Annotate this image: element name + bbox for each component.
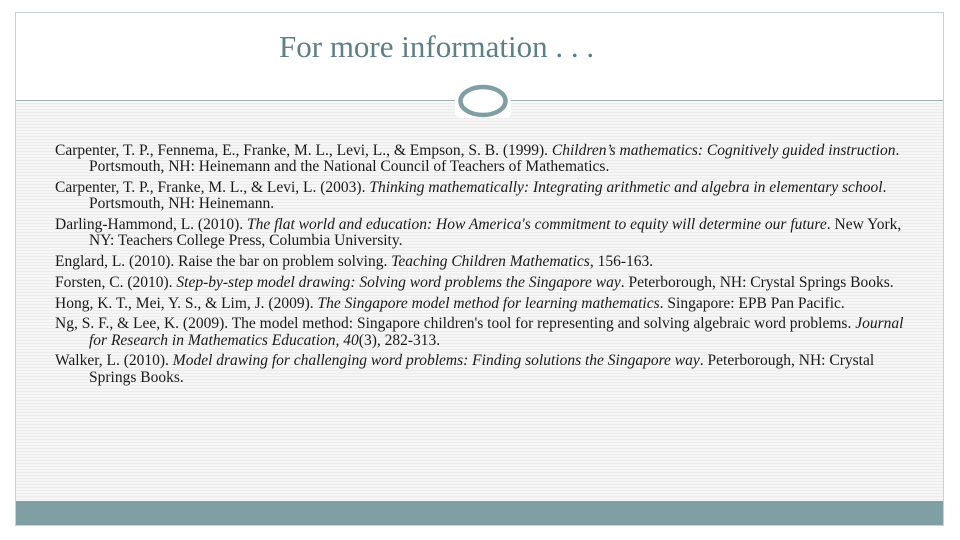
reference-title: Step-by-step model drawing: Solving word problems the Singapore way xyxy=(176,273,621,291)
footer-bar xyxy=(16,501,943,525)
reference-item xyxy=(55,275,923,291)
reference-list xyxy=(55,143,923,390)
reference-authors: Darling-Hammond, L. (2010). xyxy=(55,216,244,233)
reference-title: The Singapore model method for learning mathematics xyxy=(317,294,660,312)
reference-title: Model drawing for challenging word problems: Finding solutions the Singapore way xyxy=(172,352,700,370)
reference-item xyxy=(55,316,923,348)
reference-details: . Portsmouth, NH: Heinemann and the National Council of Teachers of Mathematics. xyxy=(89,142,900,176)
reference-details: . Singapore: EPB Pan Pacific. xyxy=(659,294,845,312)
reference-item xyxy=(55,143,923,175)
reference-authors: Walker, L. (2010). xyxy=(55,352,169,370)
slide-title: For more information . . . xyxy=(279,29,595,64)
reference-title: Teaching Children Mathematics xyxy=(391,253,590,270)
reference-title: Thinking mathematically: Integrating arithmetic and algebra in elementary school xyxy=(369,179,883,196)
reference-details: . New York, NY: Teachers College Press, Columbia University. xyxy=(89,216,902,250)
reference-details: , 156-163. xyxy=(589,253,654,270)
reference-title: The flat world and education: How America's commitment to equity will determine our future xyxy=(247,216,827,233)
content-area xyxy=(16,101,943,511)
reference-title: Children’s mathematics: Cognitively guided instruction xyxy=(551,142,896,159)
reference-details: . Peterborough, NH: Crystal Springs Books. xyxy=(89,352,875,386)
reference-details: . Portsmouth, NH: Heinemann. xyxy=(89,179,887,213)
reference-item xyxy=(55,296,923,312)
reference-item xyxy=(55,217,923,249)
reference-authors: Forsten, C. (2010). xyxy=(55,273,173,291)
reference-authors: Hong, K. T., Mei, Y. S., & Lim, J. (2009). xyxy=(55,294,314,312)
reference-authors: Englard, L. (2010). Raise the bar on problem solving. xyxy=(55,253,388,270)
reference-item xyxy=(55,254,923,270)
reference-authors: Carpenter, T. P., Fennema, E., Franke, M. L., Levi, L., & Empson, S. B. (1999). xyxy=(55,142,549,159)
reference-authors: Carpenter, T. P., Franke, M. L., & Levi, L. (2003). xyxy=(55,179,366,196)
reference-details: (3), 282-313. xyxy=(358,331,441,349)
reference-details: . Peterborough, NH: Crystal Springs Books. xyxy=(620,273,894,291)
reference-item xyxy=(55,180,923,212)
circle-ornament-icon xyxy=(455,84,511,118)
reference-authors: Ng, S. F., & Lee, K. (2009). The model method: Singapore children's tool for representing and solving algebraic word problems. xyxy=(55,315,852,333)
reference-item xyxy=(55,353,923,385)
slide xyxy=(15,12,944,526)
reference-title: Journal for Research in Mathematics Education, 40 xyxy=(89,315,904,349)
